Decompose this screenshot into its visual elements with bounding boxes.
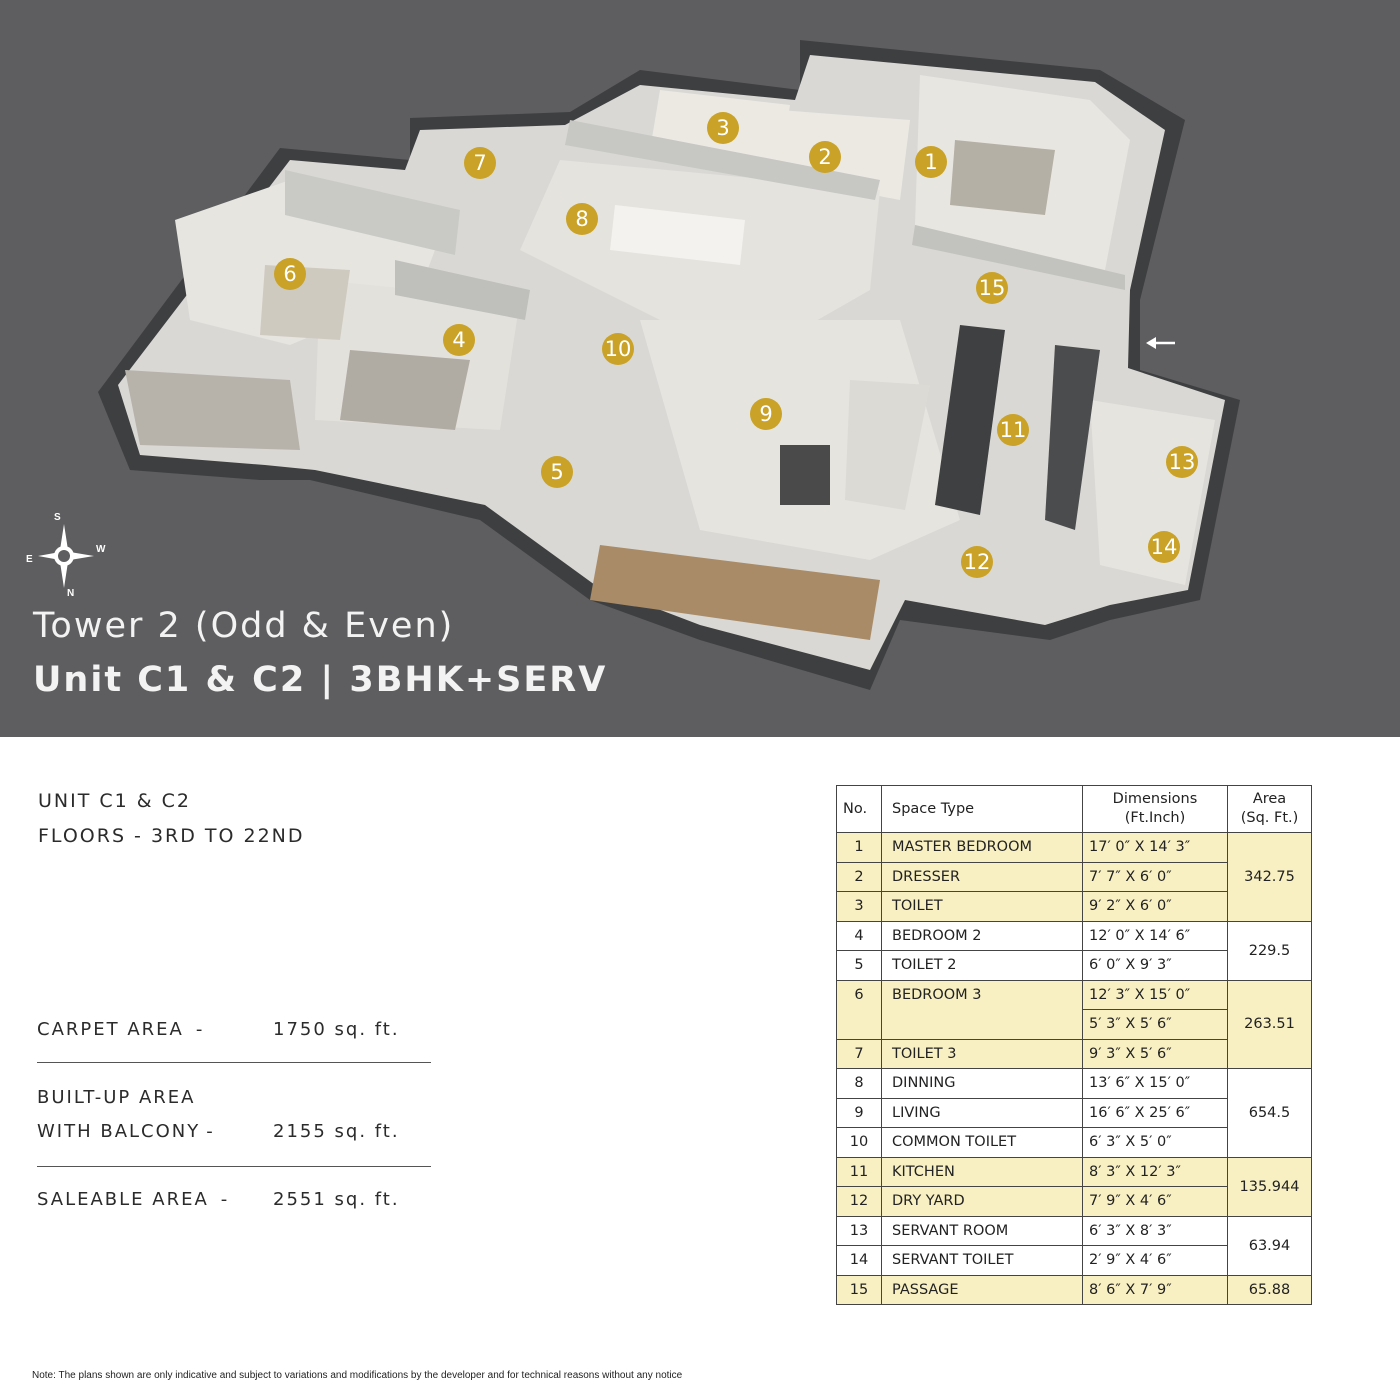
header-dimensions-line1: Dimensions <box>1112 791 1198 807</box>
header-dimensions <box>1083 786 1228 833</box>
row-area: 65.88 <box>1228 1275 1312 1305</box>
divider <box>37 1166 431 1167</box>
carpet-area-row <box>37 1019 431 1040</box>
row-number: 9 <box>837 1098 882 1128</box>
builtup-area-value: 2155 sq. ft. <box>273 1121 400 1142</box>
row-space-type: LIVING <box>882 1098 1083 1128</box>
table-row <box>837 980 1312 1010</box>
room-marker-10: 10 <box>602 333 634 365</box>
row-space-type: BEDROOM 2 <box>882 921 1083 951</box>
row-number: 11 <box>837 1157 882 1187</box>
row-number: 8 <box>837 1069 882 1099</box>
compass-e-label: E <box>26 554 33 565</box>
row-number: 14 <box>837 1246 882 1276</box>
room-marker-15: 15 <box>976 272 1008 304</box>
table-row <box>837 833 1312 863</box>
row-number: 4 <box>837 921 882 951</box>
room-marker-11: 11 <box>997 414 1029 446</box>
builtup-area-row <box>37 1087 431 1108</box>
row-space-type: COMMON TOILET <box>882 1128 1083 1158</box>
unit-title: Unit C1 & C2 | 3BHK+SERV <box>33 660 608 700</box>
row-number: 1 <box>837 833 882 863</box>
row-area: 229.5 <box>1228 921 1312 980</box>
unit-label: UNIT C1 & C2 <box>38 790 191 812</box>
row-number: 15 <box>837 1275 882 1305</box>
row-area: 342.75 <box>1228 833 1312 922</box>
row-area: 63.94 <box>1228 1216 1312 1275</box>
row-dimensions: 9′ 2″ X 6′ 0″ <box>1083 892 1228 922</box>
disclaimer-note: Note: The plans shown are only indicative and subject to variations and modifications by the developer and for technical reasons without any notice <box>32 1370 683 1381</box>
room-marker-4: 4 <box>443 324 475 356</box>
builtup-area-dash: - <box>206 1121 215 1142</box>
row-dimensions: 8′ 6″ X 7′ 9″ <box>1083 1275 1228 1305</box>
carpet-area-label: CARPET AREA <box>37 1019 184 1040</box>
row-space-type: MASTER BEDROOM <box>882 833 1083 863</box>
row-space-type: TOILET 3 <box>882 1039 1083 1069</box>
row-space-type: SERVANT ROOM <box>882 1216 1083 1246</box>
table-row <box>837 1157 1312 1187</box>
row-space-type: SERVANT TOILET <box>882 1246 1083 1276</box>
room-marker-3: 3 <box>707 112 739 144</box>
row-area: 263.51 <box>1228 980 1312 1069</box>
header-space-type: Space Type <box>882 786 1083 833</box>
room-marker-12: 12 <box>961 546 993 578</box>
row-dimensions: 8′ 3″ X 12′ 3″ <box>1083 1157 1228 1187</box>
compass-rose-icon <box>24 512 108 602</box>
row-dimensions: 6′ 0″ X 9′ 3″ <box>1083 951 1228 981</box>
saleable-area-dash: - <box>220 1189 230 1210</box>
room-marker-7: 7 <box>464 147 496 179</box>
builtup-area-row-2 <box>37 1121 431 1142</box>
room-marker-2: 2 <box>809 141 841 173</box>
compass-s-label: S <box>54 512 61 523</box>
header-no: No. <box>837 786 882 833</box>
floors-label: FLOORS - 3RD TO 22ND <box>38 825 305 847</box>
compass-w-label: W <box>96 544 106 555</box>
row-number: 2 <box>837 862 882 892</box>
row-space-type: BEDROOM 3 <box>882 980 1083 1010</box>
row-area: 654.5 <box>1228 1069 1312 1158</box>
saleable-area-label: SALEABLE AREA <box>37 1189 209 1210</box>
row-space-type: KITCHEN <box>882 1157 1083 1187</box>
header-area <box>1228 786 1312 833</box>
table-row <box>837 1275 1312 1305</box>
saleable-area-row <box>37 1189 431 1210</box>
header-area-line1: Area <box>1252 791 1287 807</box>
row-dimensions: 5′ 3″ X 5′ 6″ <box>1083 1010 1228 1040</box>
row-space-type: DRESSER <box>882 862 1083 892</box>
row-dimensions: 9′ 3″ X 5′ 6″ <box>1083 1039 1228 1069</box>
row-number: 6 <box>837 980 882 1010</box>
room-marker-8: 8 <box>566 203 598 235</box>
row-space-type: DINNING <box>882 1069 1083 1099</box>
carpet-area-value: 1750 sq. ft. <box>273 1019 400 1040</box>
room-marker-14: 14 <box>1148 531 1180 563</box>
tower-title: Tower 2 (Odd & Even) <box>33 606 455 646</box>
builtup-area-label: BUILT-UP AREA <box>37 1087 196 1108</box>
row-space-type <box>882 1010 1083 1040</box>
carpet-area-dash: - <box>195 1019 205 1040</box>
row-space-type: TOILET 2 <box>882 951 1083 981</box>
row-number: 3 <box>837 892 882 922</box>
row-number: 12 <box>837 1187 882 1217</box>
table-row <box>837 921 1312 951</box>
builtup-area-label-2: WITH BALCONY <box>37 1121 201 1142</box>
room-marker-5: 5 <box>541 456 573 488</box>
row-number: 10 <box>837 1128 882 1158</box>
row-dimensions: 7′ 9″ X 4′ 6″ <box>1083 1187 1228 1217</box>
row-dimensions: 16′ 6″ X 25′ 6″ <box>1083 1098 1228 1128</box>
row-space-type: DRY YARD <box>882 1187 1083 1217</box>
room-marker-6: 6 <box>274 258 306 290</box>
row-dimensions: 12′ 0″ X 14′ 6″ <box>1083 921 1228 951</box>
row-number: 7 <box>837 1039 882 1069</box>
table-row <box>837 1216 1312 1246</box>
row-dimensions: 6′ 3″ X 8′ 3″ <box>1083 1216 1228 1246</box>
divider <box>37 1062 431 1063</box>
compass-n-label: N <box>67 588 75 599</box>
row-space-type: TOILET <box>882 892 1083 922</box>
row-number: 5 <box>837 951 882 981</box>
row-dimensions: 7′ 7″ X 6′ 0″ <box>1083 862 1228 892</box>
row-dimensions: 12′ 3″ X 15′ 0″ <box>1083 980 1228 1010</box>
row-dimensions: 2′ 9″ X 4′ 6″ <box>1083 1246 1228 1276</box>
saleable-area-value: 2551 sq. ft. <box>273 1189 400 1210</box>
table-row <box>837 1069 1312 1099</box>
table-header-row <box>837 786 1312 833</box>
room-marker-13: 13 <box>1166 446 1198 478</box>
row-space-type: PASSAGE <box>882 1275 1083 1305</box>
header-area-line2: (Sq. Ft.) <box>1240 810 1299 826</box>
room-marker-9: 9 <box>750 398 782 430</box>
row-area: 135.944 <box>1228 1157 1312 1216</box>
row-dimensions: 6′ 3″ X 5′ 0″ <box>1083 1128 1228 1158</box>
room-marker-1: 1 <box>915 146 947 178</box>
row-dimensions: 13′ 6″ X 15′ 0″ <box>1083 1069 1228 1099</box>
header-dimensions-line2: (Ft.Inch) <box>1124 810 1186 826</box>
row-number <box>837 1010 882 1040</box>
row-dimensions: 17′ 0″ X 14′ 3″ <box>1083 833 1228 863</box>
space-dimensions-table <box>836 785 1312 1305</box>
table-body <box>837 833 1312 1305</box>
row-number: 13 <box>837 1216 882 1246</box>
